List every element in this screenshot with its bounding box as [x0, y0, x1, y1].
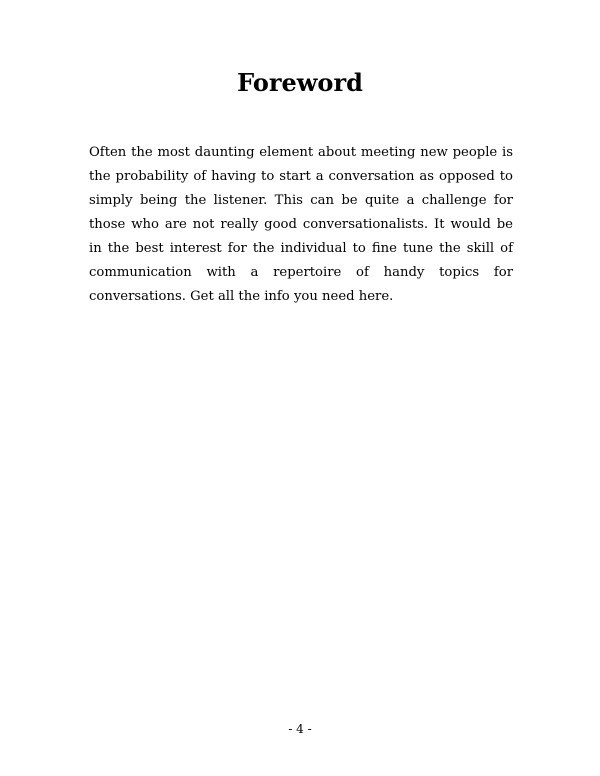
page-number: - 4 -: [288, 722, 312, 736]
foreword-paragraph: Often the most daunting element about meeting new people is the probability of having to start a conversation as opposed to simply being the listener. This can be quite a challenge for those who are not really good conversationalists. It would be in the best interest for the individual to fine tune the skill of communication with a repertoire of handy topics for conversations. Get all the info you need here.: [89, 145, 513, 304]
page-title: Foreword: [237, 68, 363, 97]
